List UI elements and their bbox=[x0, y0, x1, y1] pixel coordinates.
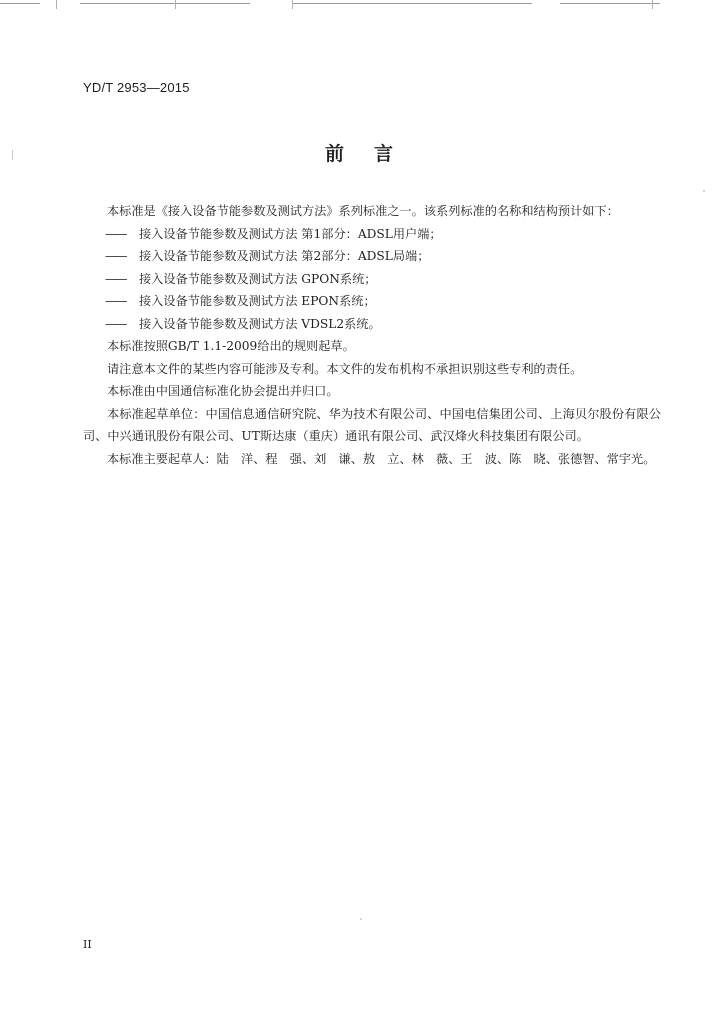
page-number: II bbox=[83, 938, 92, 951]
list-item bbox=[83, 223, 661, 246]
drafting-units-paragraph: 本标准起草单位：中国信息通信研究院、华为技术有限公司、中国电信集团公司、上海贝尔股份有限公司、中兴通讯股份有限公司、UT斯达康（重庆）通讯有限公司、武汉烽火科技集团有限公司。 bbox=[83, 406, 661, 443]
list-item bbox=[83, 268, 661, 291]
scan-speck bbox=[703, 190, 705, 192]
list-dash: —— bbox=[105, 271, 126, 286]
list-dash: —— bbox=[105, 249, 126, 263]
list-item-text: 接入设备节能参数及测试方法 VDSL2系统。 bbox=[139, 316, 381, 331]
list-item-text: 接入设备节能参数及测试方法 第1部分：ADSL用户端； bbox=[139, 226, 442, 241]
list-item bbox=[83, 290, 661, 313]
proposer-paragraph: 本标准由中国通信标准化协会提出并归口。 bbox=[107, 384, 339, 398]
list-item-text: 接入设备节能参数及测试方法 第2部分：ADSL局端； bbox=[139, 249, 430, 263]
list-item-text: 接入设备节能参数及测试方法 GPON系统； bbox=[139, 271, 377, 286]
foreword-body bbox=[83, 200, 661, 470]
list-item bbox=[83, 313, 661, 336]
document-code: YD/T 2953—2015 bbox=[83, 80, 190, 95]
list-dash: —— bbox=[105, 294, 126, 308]
patent-notice-paragraph: 请注意本文件的某些内容可能涉及专利。本文件的发布机构不承担识别这些专利的责任。 bbox=[107, 361, 583, 376]
scan-edge-artifacts bbox=[0, 0, 724, 10]
page-title: 前言 bbox=[324, 143, 423, 165]
list-dash: —— bbox=[105, 226, 126, 241]
series-list bbox=[83, 223, 661, 336]
scan-speck bbox=[360, 918, 362, 920]
drafters-paragraph: 本标准主要起草人：陆 洋、程 强、刘 谦、敖 立、林 薇、王 波、陈 晓、张德智、常宇光。 bbox=[107, 451, 656, 466]
drafting-rules-paragraph: 本标准按照GB/T 1.1-2009给出的规则起草。 bbox=[107, 339, 355, 353]
list-dash: —— bbox=[105, 316, 126, 331]
intro-paragraph: 本标准是《接入设备节能参数及测试方法》系列标准之一。该系列标准的名称和结构预计如下： bbox=[107, 204, 619, 218]
list-item bbox=[83, 245, 661, 268]
scan-speck bbox=[12, 150, 13, 160]
list-item-text: 接入设备节能参数及测试方法 EPON系统； bbox=[139, 294, 376, 308]
